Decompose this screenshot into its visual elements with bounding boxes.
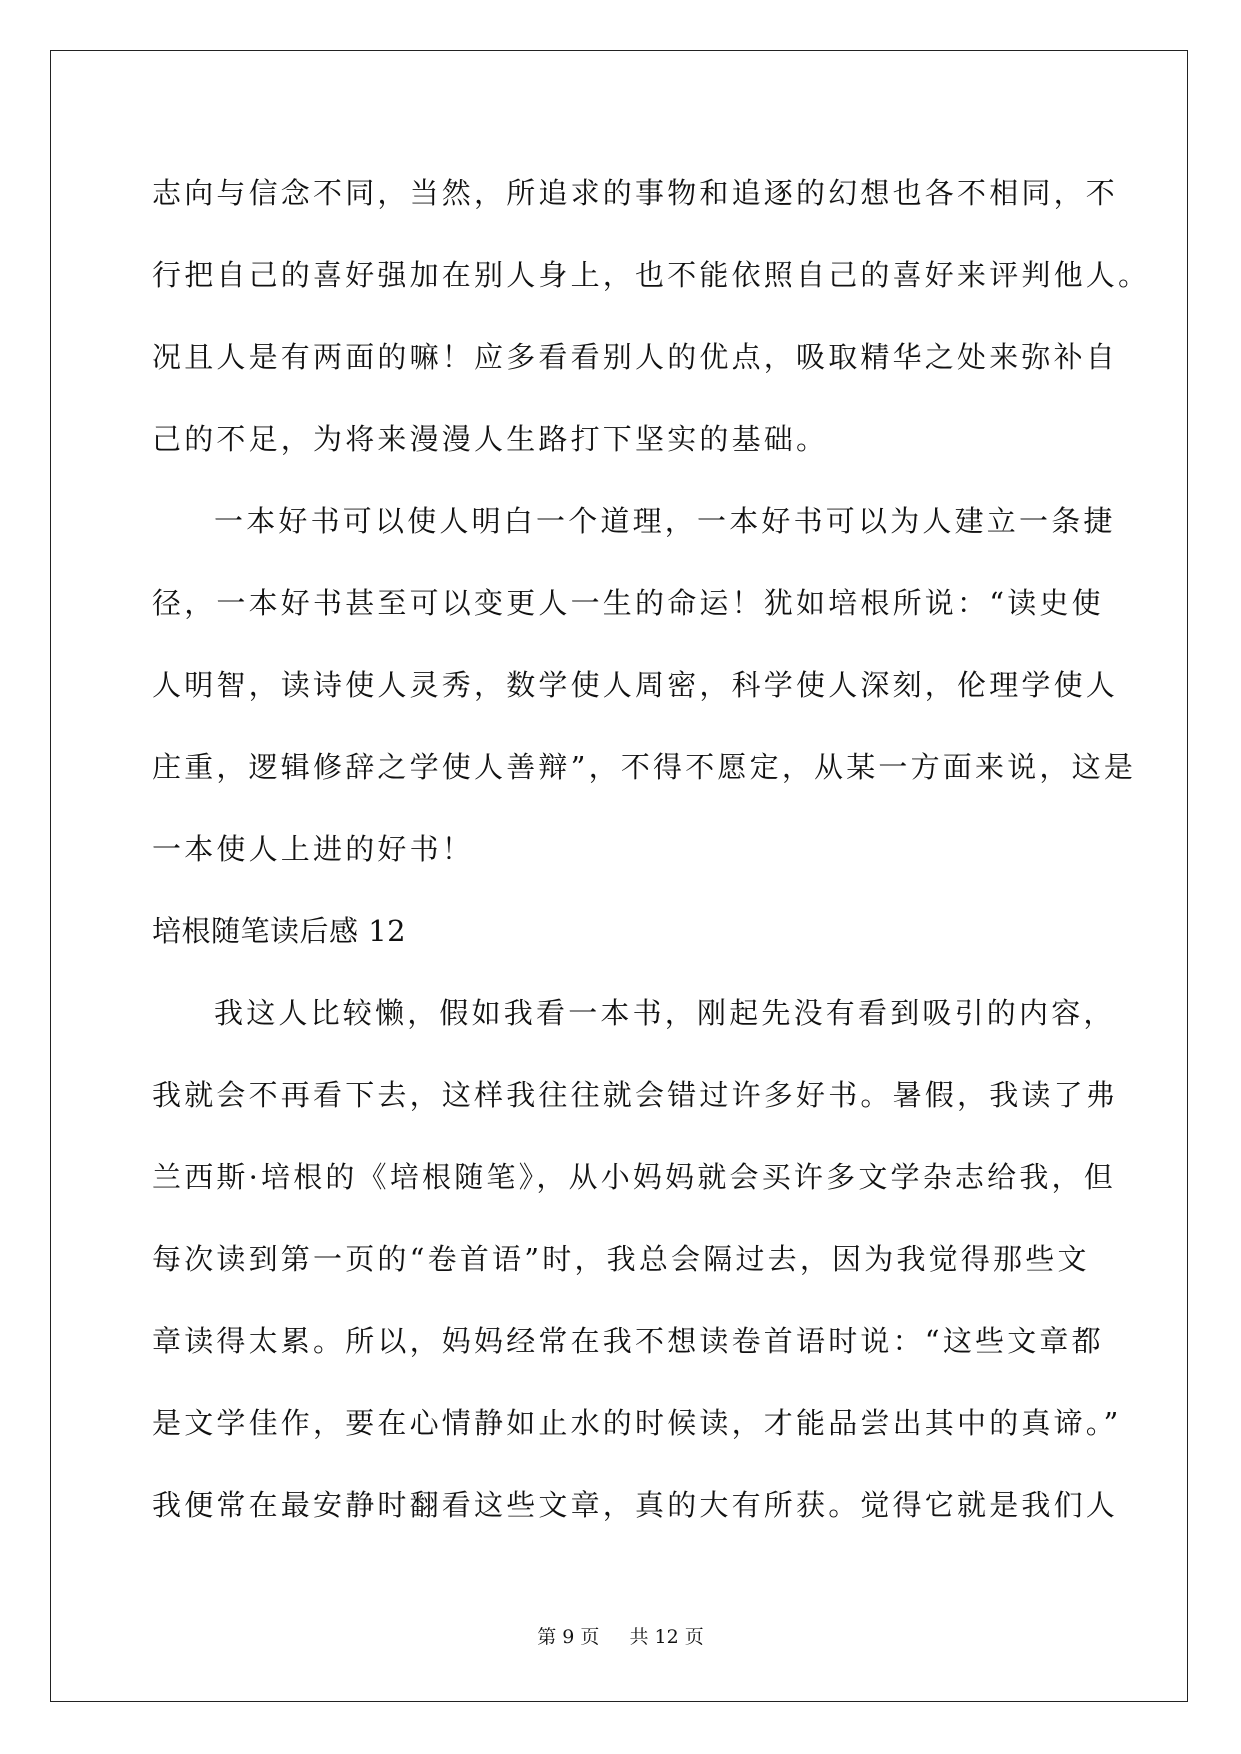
text-line: 行把自己的喜好强加在别人身上，也不能依照自己的喜好来评判他人。 — [152, 258, 1151, 292]
text-line: 志向与信念不同，当然，所追求的事物和追逐的幻想也各不相同，不 — [152, 176, 1119, 210]
text-line: 一本好书可以使人明白一个道理，一本好书可以为人建立一条捷 — [214, 504, 1116, 538]
text-line: 我便常在最安静时翻看这些文章，真的大有所获。觉得它就是我们人 — [152, 1488, 1119, 1522]
text-line: 一本使人上进的好书！ — [152, 832, 475, 866]
page-prefix: 第 — [537, 1626, 557, 1648]
text-line: 章读得太累。所以，妈妈经常在我不想读卷首语时说：“这些文章都 — [152, 1324, 1104, 1358]
text-line: 己的不足，为将来漫漫人生路打下坚实的基础。 — [152, 422, 829, 456]
page-indicator — [534, 1626, 602, 1648]
page-number: 9 — [562, 1626, 575, 1648]
text-line: 径，一本好书甚至可以变更人一生的命运！犹如培根所说：“读史使 — [152, 586, 1104, 620]
total-prefix: 共 — [629, 1626, 649, 1648]
text-line: 我就会不再看下去，这样我往往就会错过许多好书。暑假，我读了弗 — [152, 1078, 1119, 1112]
text-line: 我这人比较懒，假如我看一本书，刚起先没有看到吸引的内容， — [214, 996, 1116, 1030]
total-pages-indicator — [627, 1626, 707, 1648]
text-line: 况且人是有两面的嘛！应多看看别人的优点，吸取精华之处来弥补自 — [152, 340, 1119, 374]
section-heading: 培根随笔读后感 12 — [152, 914, 407, 948]
total-pages: 12 — [654, 1626, 679, 1648]
document-body — [152, 152, 1151, 1546]
text-line: 兰西斯·培根的《培根随笔》，从小妈妈就会买许多文学杂志给我，但 — [152, 1160, 1116, 1194]
text-line: 人明智，读诗使人灵秀，数学使人周密，科学使人深刻，伦理学使人 — [152, 668, 1119, 702]
page-footer — [0, 1622, 1241, 1649]
page-suffix: 页 — [580, 1626, 600, 1648]
text-line: 每次读到第一页的“卷首语”时，我总会隔过去，因为我觉得那些文 — [152, 1242, 1090, 1276]
text-line: 庄重，逻辑修辞之学使人善辩”，不得不愿定，从某一方面来说，这是 — [152, 750, 1137, 784]
total-suffix: 页 — [684, 1626, 704, 1648]
text-line: 是文学佳作，要在心情静如止水的时候读，才能品尝出其中的真谛。” — [152, 1406, 1122, 1440]
